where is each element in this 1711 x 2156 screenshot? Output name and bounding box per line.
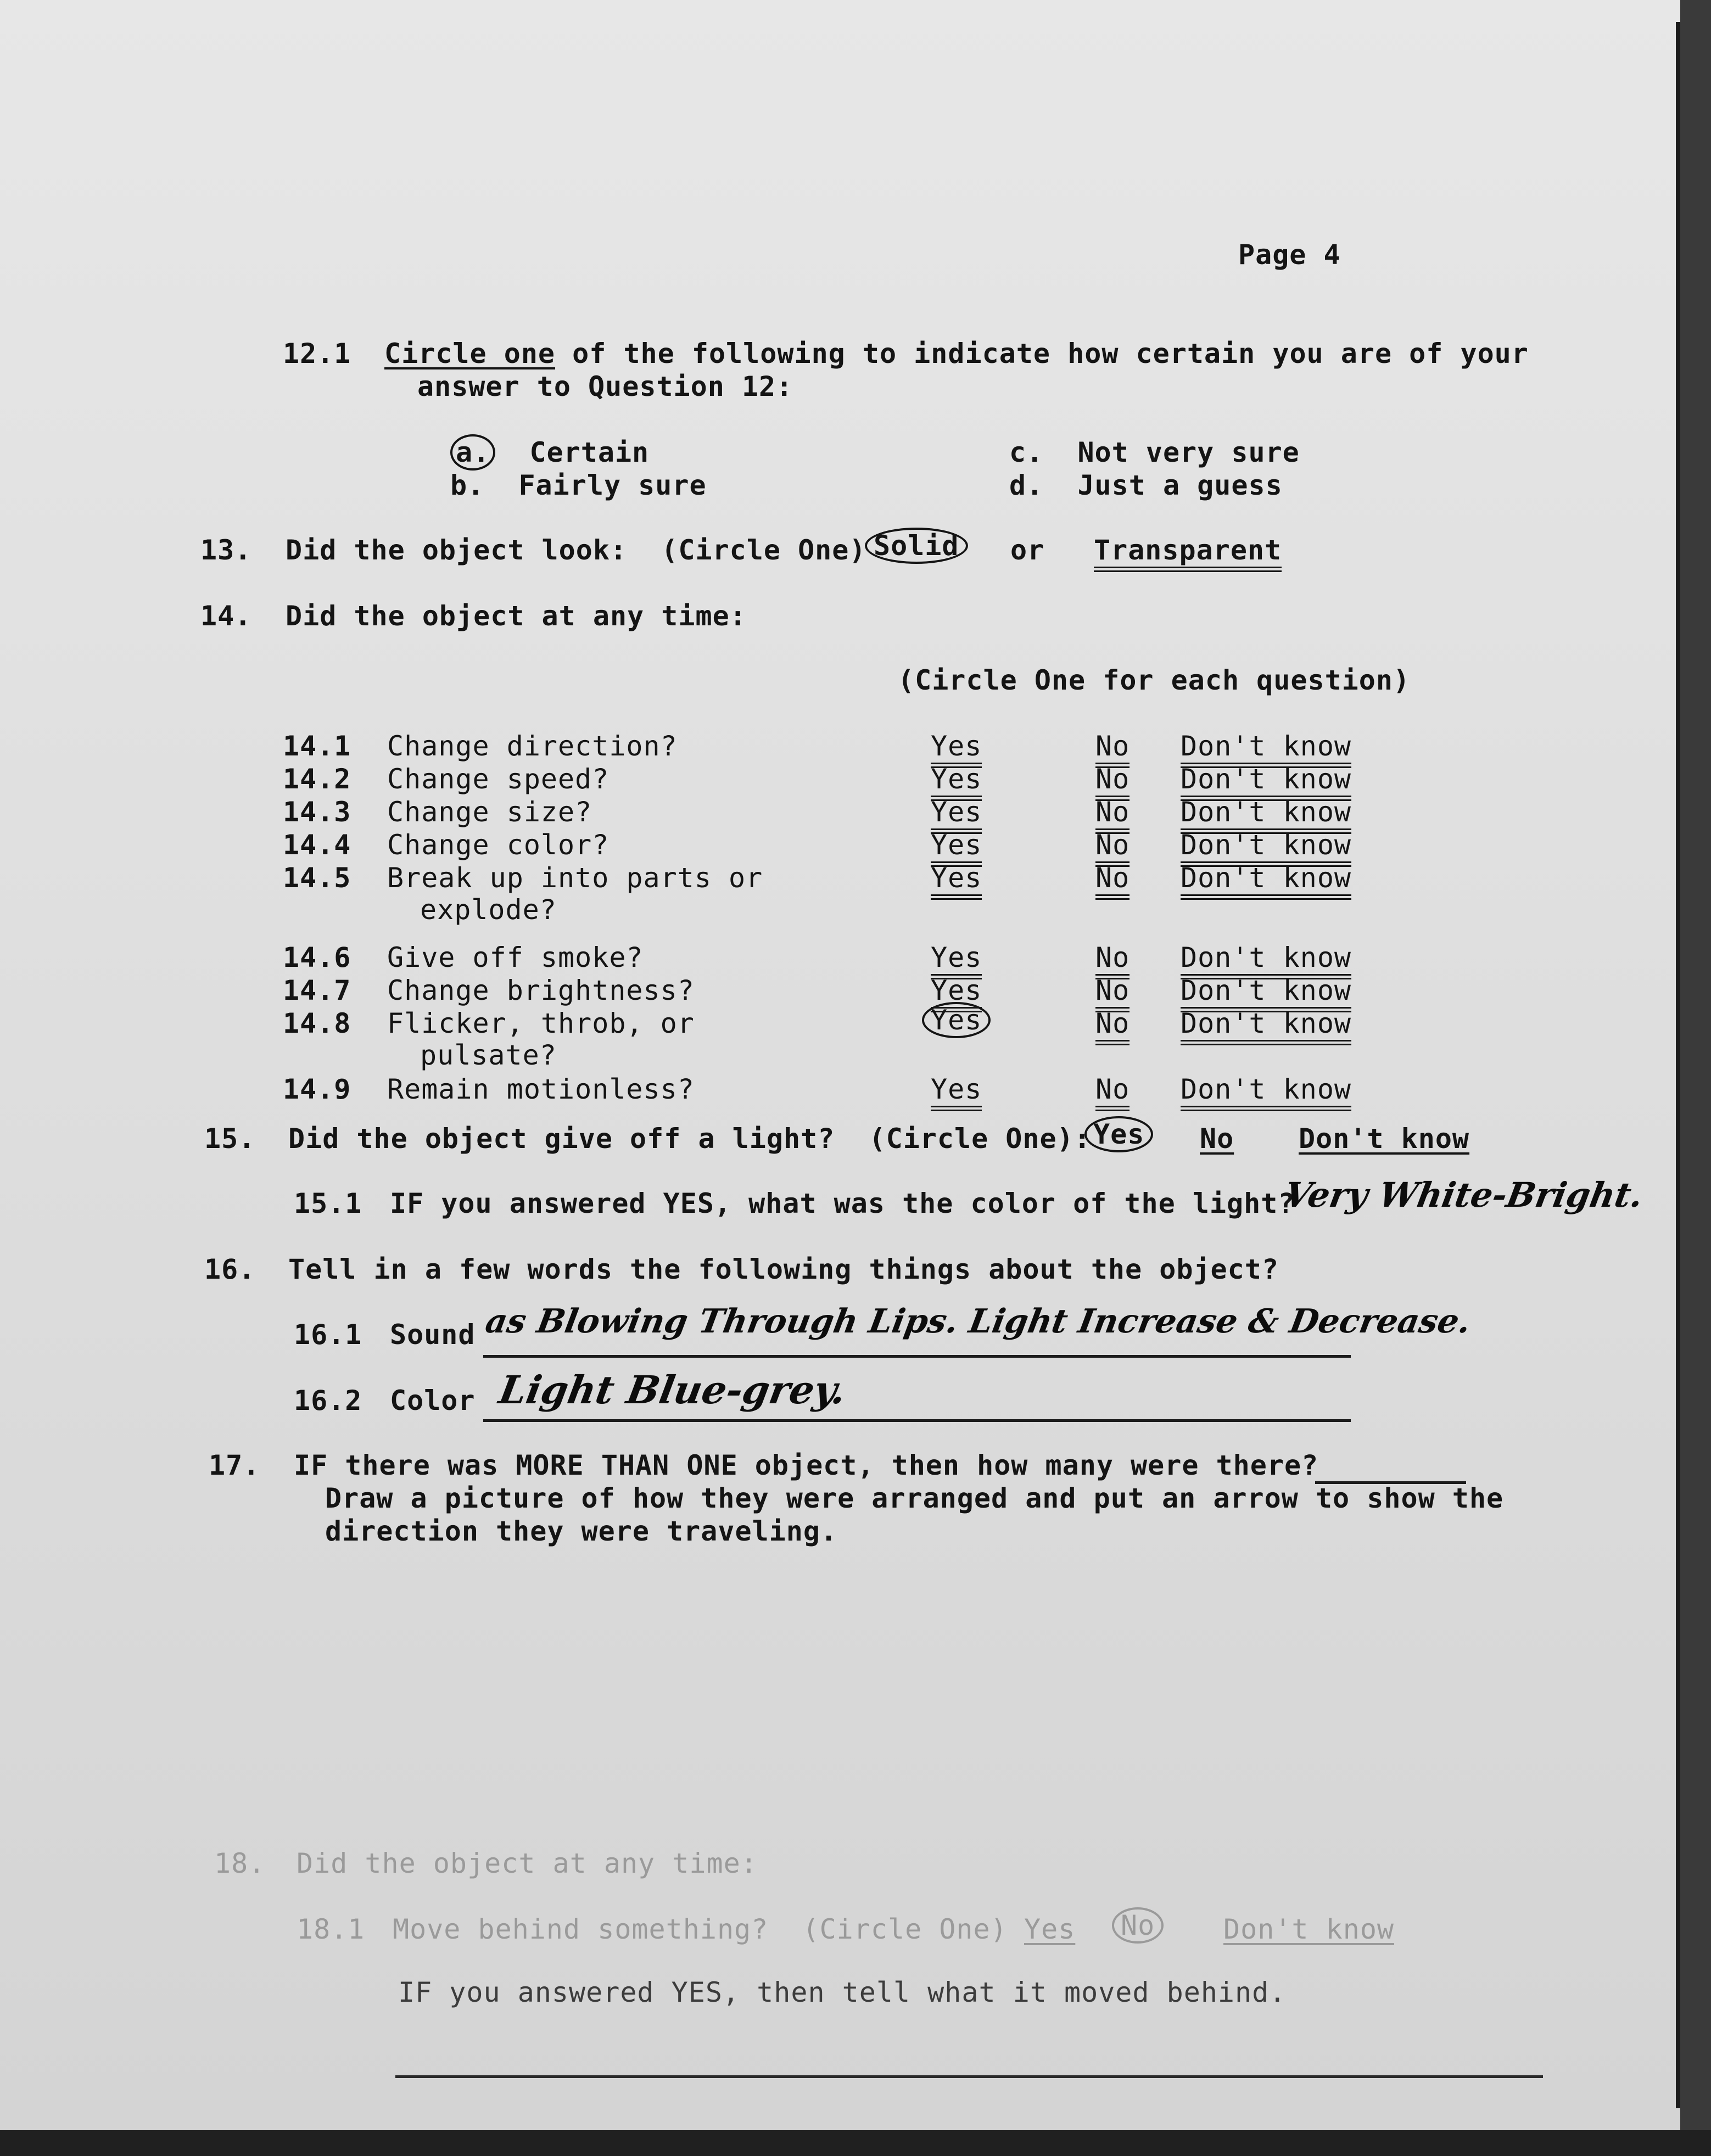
q12-1-option-b-letter: b.	[450, 469, 485, 501]
q14-option-no[interactable]	[1095, 763, 1130, 795]
q12-1-option-d[interactable]	[1009, 469, 1283, 501]
q15-dont-know-label: Don't know	[1299, 1123, 1470, 1155]
q14-option-dont-know[interactable]	[1181, 1007, 1351, 1039]
q14-option-yes[interactable]	[931, 942, 982, 973]
q13-option-transparent[interactable]	[1094, 534, 1282, 566]
q14-option-yes-label: Yes	[931, 829, 982, 867]
q14-item-question: Change speed?	[387, 763, 610, 795]
q12-1-option-d-letter: d.	[1009, 469, 1044, 501]
q12-1-option-c[interactable]	[1009, 436, 1300, 468]
q18-followup: IF you answered YES, then tell what it moved behind.	[398, 1976, 1287, 2008]
q16-2-handwritten-answer: Light Blue-grey.	[495, 1367, 850, 1413]
q14-option-dont-know[interactable]	[1181, 1073, 1351, 1105]
q15-yes-circle: Yes	[1084, 1116, 1153, 1152]
q14-option-no-label: No	[1095, 796, 1130, 834]
q16-question: Tell in a few words the following things about the object?	[288, 1253, 1279, 1285]
q13-question: Did the object look: (Circle One)	[286, 534, 866, 566]
q15-1-handwritten-answer: Very White-Bright.	[1281, 1175, 1646, 1215]
q14-option-yes-label: Yes	[931, 763, 982, 801]
q18-number: 18.	[214, 1847, 266, 1879]
q14-option-yes-label: Yes	[931, 942, 982, 979]
q14-option-no[interactable]	[1095, 1073, 1130, 1105]
q14-option-yes[interactable]	[931, 862, 982, 894]
q15-option-yes[interactable]	[1084, 1118, 1153, 1150]
q14-option-yes-label: Yes	[931, 975, 982, 1012]
q12-1-option-b[interactable]	[450, 469, 707, 501]
q14-item-question-line2: pulsate?	[420, 1039, 557, 1071]
q12-1-option-d-label: Just a guess	[1077, 469, 1283, 501]
q14-option-dont-know[interactable]	[1181, 763, 1351, 795]
q12-1-option-c-label: Not very sure	[1077, 436, 1300, 468]
q16-1-label: Sound	[390, 1319, 476, 1351]
q14-option-no[interactable]	[1095, 942, 1130, 973]
q13-or: or	[1010, 534, 1045, 566]
page-edge-shadow	[1676, 22, 1680, 2108]
q14-option-no[interactable]	[1095, 730, 1130, 762]
q13-option-solid[interactable]	[865, 530, 968, 562]
q14-item-number: 14.3	[283, 796, 351, 828]
q18-option-dont-know[interactable]	[1223, 1913, 1394, 1945]
q13-number: 13.	[200, 534, 252, 566]
q14-option-no-label: No	[1095, 730, 1130, 768]
q14-option-no-label: No	[1095, 829, 1130, 867]
q14-option-dont-know-label: Don't know	[1181, 942, 1351, 979]
q14-option-yes[interactable]	[922, 1004, 991, 1036]
q14-option-no[interactable]	[1095, 1007, 1130, 1039]
q15-no-label: No	[1200, 1123, 1234, 1155]
q14-item-question: Give off smoke?	[387, 942, 644, 973]
q14-item-number: 14.8	[283, 1007, 351, 1039]
q12-1-option-a-label: Certain	[529, 436, 650, 468]
q14-option-dont-know[interactable]	[1181, 942, 1351, 973]
q14-option-yes[interactable]	[931, 829, 982, 861]
q18-1-question: Move behind something? (Circle One)	[393, 1913, 1008, 1945]
q14-item-number: 14.7	[283, 975, 351, 1006]
q18-1-number: 18.1	[297, 1913, 365, 1945]
q18-option-no[interactable]	[1112, 1909, 1164, 1941]
q12-1-question-line2: answer to Question 12:	[417, 371, 793, 402]
q14-item-question: Flicker, throb, or	[387, 1007, 695, 1039]
q14-option-yes[interactable]	[931, 730, 982, 762]
q14-item-number: 14.4	[283, 829, 351, 861]
q17-line3: direction they were traveling.	[325, 1515, 838, 1547]
q14-option-dont-know-label: Don't know	[1181, 796, 1351, 834]
q14-option-yes[interactable]	[931, 763, 982, 795]
q14-option-dont-know[interactable]	[1181, 975, 1351, 1006]
q14-item-question: Change color?	[387, 829, 610, 861]
q14-option-no-label: No	[1095, 975, 1130, 1012]
q14-item-number: 14.2	[283, 763, 351, 795]
q16-1-answer-line	[483, 1355, 1351, 1358]
q15-question: Did the object give off a light? (Circle One):	[288, 1123, 1091, 1155]
q13-transparent-label: Transparent	[1094, 534, 1282, 572]
q12-1-option-a[interactable]	[450, 436, 649, 468]
q16-2-label: Color	[390, 1385, 476, 1416]
q14-option-dont-know[interactable]	[1181, 829, 1351, 861]
q14-option-no-label: No	[1095, 1007, 1130, 1045]
q14-option-no[interactable]	[1095, 829, 1130, 861]
q18-question: Did the object at any time:	[297, 1847, 758, 1879]
q16-number: 16.	[204, 1253, 256, 1285]
q15-1-number: 15.1	[294, 1188, 362, 1219]
q13-solid-circle: Solid	[865, 528, 968, 564]
q12-1-question	[384, 338, 1529, 369]
q18-option-yes[interactable]	[1024, 1913, 1075, 1945]
q14-question: Did the object at any time:	[286, 600, 747, 632]
q14-item-question-line2: explode?	[420, 894, 557, 926]
q14-option-dont-know-label: Don't know	[1181, 1073, 1351, 1111]
q12-1-number: 12.1	[283, 338, 351, 369]
q14-option-no[interactable]	[1095, 862, 1130, 894]
q15-option-no[interactable]	[1200, 1123, 1234, 1155]
q14-option-dont-know-label: Don't know	[1181, 975, 1351, 1012]
q12-1-option-a-letter: a.	[450, 434, 495, 471]
page-number: Page 4	[1238, 239, 1341, 271]
q18-no-circle: No	[1112, 1907, 1164, 1944]
q14-item-number: 14.9	[283, 1073, 351, 1105]
q14-option-yes-label: Yes	[931, 796, 982, 834]
q12-1-option-b-label: Fairly sure	[518, 469, 707, 501]
q14-option-yes-circled: Yes	[922, 1002, 991, 1038]
q14-option-dont-know-label: Don't know	[1181, 763, 1351, 801]
q12-1-lead: Circle one	[384, 338, 556, 369]
q14-option-yes-label: Yes	[931, 862, 982, 900]
q14-option-no-label: No	[1095, 862, 1130, 900]
q14-item-question: Break up into parts or	[387, 862, 763, 894]
q17-number: 17.	[209, 1449, 260, 1481]
q15-option-dont-know[interactable]	[1299, 1123, 1469, 1155]
q16-1-number: 16.1	[294, 1319, 362, 1351]
q14-item-question: Remain motionless?	[387, 1073, 695, 1105]
q15-1-question: IF you answered YES, what was the color of the light?	[390, 1188, 1295, 1219]
q14-option-no[interactable]	[1095, 975, 1130, 1006]
q12-1-text: of the following to indicate how certain you are of your	[555, 338, 1529, 369]
q14-option-yes[interactable]	[931, 1073, 982, 1105]
q17-line2: Draw a picture of how they were arranged and put an arrow to show the	[325, 1482, 1504, 1514]
q15-number: 15.	[204, 1123, 256, 1155]
q14-option-dont-know-label: Don't know	[1181, 829, 1351, 867]
scan-border	[0, 2130, 1711, 2156]
q14-option-no-label: No	[1095, 1073, 1130, 1111]
q16-2-answer-line	[483, 1419, 1351, 1422]
q16-1-handwritten-answer: as Blowing Through Lips. Light Increase & Decrease.	[482, 1302, 1474, 1341]
q18-answer-line	[395, 2075, 1543, 2078]
q14-option-no-label: No	[1095, 942, 1130, 979]
q18-yes-label: Yes	[1024, 1913, 1076, 1945]
q14-item-question: Change size?	[387, 796, 592, 828]
q14-option-dont-know-label: Don't know	[1181, 1007, 1351, 1045]
q14-option-dont-know[interactable]	[1181, 862, 1351, 894]
q14-option-yes-label: Yes	[931, 730, 982, 768]
q14-option-no[interactable]	[1095, 796, 1130, 828]
q12-1-option-c-letter: c.	[1009, 436, 1044, 468]
q17-line1: IF there was MORE THAN ONE object, then how many were there?	[294, 1449, 1319, 1481]
q14-number: 14.	[200, 600, 252, 632]
q14-option-dont-know[interactable]	[1181, 730, 1351, 762]
q18-dont-know-label: Don't know	[1223, 1913, 1395, 1945]
q14-option-dont-know[interactable]	[1181, 796, 1351, 828]
q14-option-dont-know-label: Don't know	[1181, 730, 1351, 768]
q14-item-number: 14.1	[283, 730, 351, 762]
q14-item-number: 14.5	[283, 862, 351, 894]
q14-option-yes-label: Yes	[931, 1073, 982, 1111]
q14-item-number: 14.6	[283, 942, 351, 973]
q14-option-dont-know-label: Don't know	[1181, 862, 1351, 900]
q14-item-question: Change brightness?	[387, 975, 695, 1006]
q16-2-number: 16.2	[294, 1385, 362, 1416]
q14-item-question: Change direction?	[387, 730, 678, 762]
q14-instruction: (Circle One for each question)	[898, 664, 1411, 696]
q14-option-no-label: No	[1095, 763, 1130, 801]
q14-option-yes[interactable]	[931, 796, 982, 828]
